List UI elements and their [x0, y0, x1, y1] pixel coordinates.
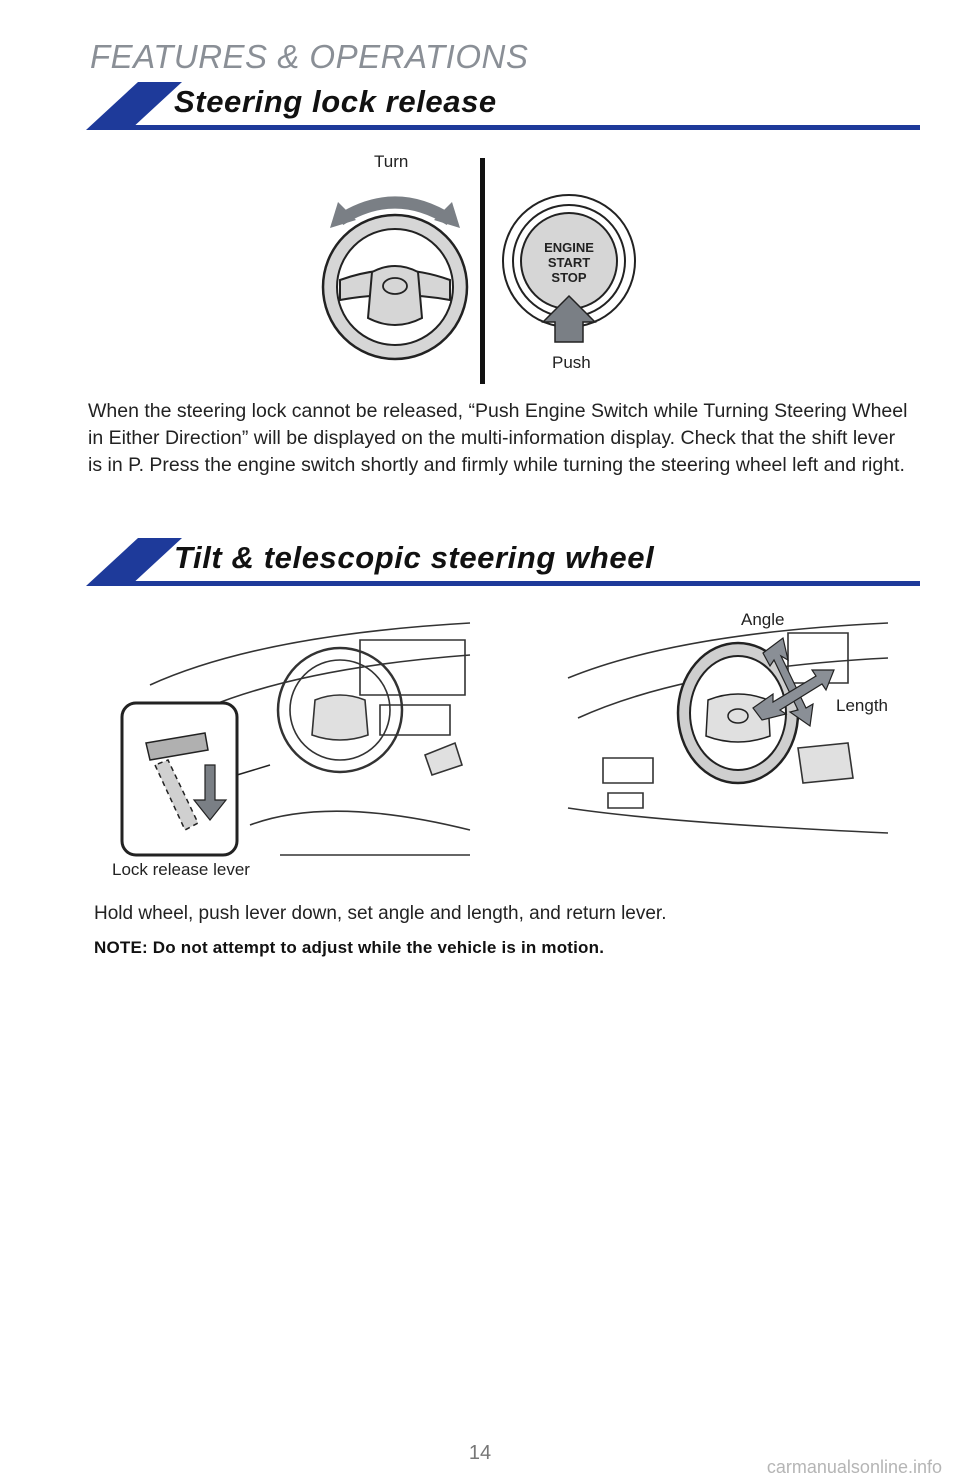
safety-note: NOTE: Do not attempt to adjust while the vehicle is in motion. [94, 938, 605, 957]
length-label: Length [836, 696, 888, 715]
button-text-start: START [547, 255, 591, 270]
section-title: Tilt & telescopic steering wheel [174, 540, 655, 575]
angle-label: Angle [741, 610, 785, 629]
angle-length-figure [548, 608, 893, 858]
steering-lock-figure [310, 150, 650, 390]
steering-lock-body: When the steering lock cannot be released, “Push Engine Switch while Turning Steering Wheel in Either Direction” will be displayed on the multi-information display. Check that the shift lever is in P. Press the engine switch shortly and firmly while turning the steering wheel left and right. [88, 400, 908, 476]
push-label: Push [552, 353, 591, 372]
turn-label: Turn [374, 152, 409, 171]
lock-release-figure [110, 615, 475, 885]
section-header-steering-lock [86, 82, 920, 130]
section-header-tilt-telescopic [86, 538, 920, 586]
button-text-stop: STOP [551, 270, 587, 285]
section-label: FEATURES & OPERATIONS [90, 38, 529, 75]
section-title: Steering lock release [174, 84, 497, 119]
lever-inset [122, 703, 270, 855]
tilt-telescopic-body: Hold wheel, push lever down, set angle and length, and return lever. [94, 903, 667, 924]
lock-release-lever-label: Lock release lever [112, 860, 250, 879]
watermark: carmanualsonline.info [766, 1457, 942, 1477]
page-number: 14 [468, 1442, 492, 1464]
button-text-engine: ENGINE [544, 240, 594, 255]
steering-wheel-icon [323, 215, 467, 359]
